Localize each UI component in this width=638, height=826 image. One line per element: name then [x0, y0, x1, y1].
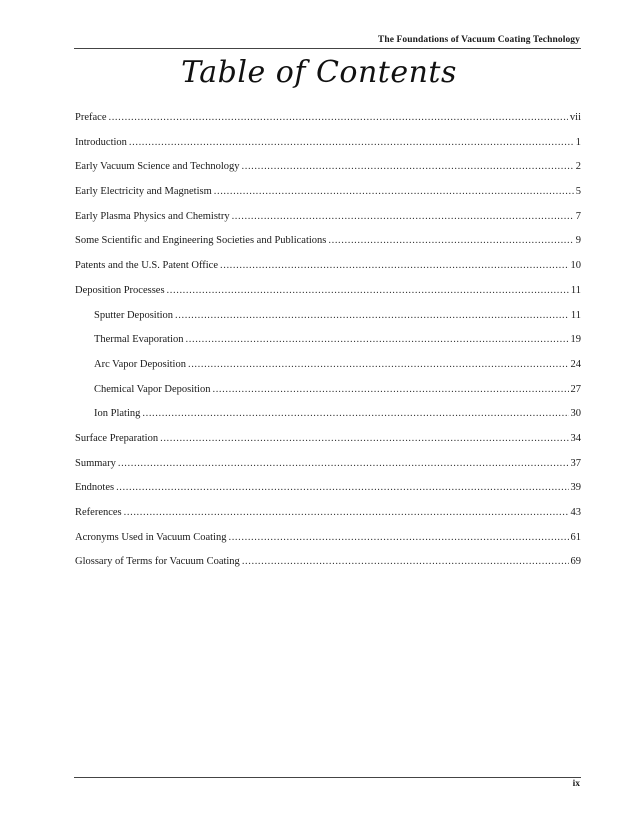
toc-entry-label: Chemical Vapor Deposition: [94, 383, 211, 395]
toc-entry[interactable]: [75, 210, 581, 235]
toc-entry-page: 61: [570, 531, 581, 543]
toc-entry-page: 30: [570, 408, 581, 420]
toc-entry-page: 7: [575, 210, 581, 222]
toc-entry[interactable]: [75, 309, 581, 334]
toc-entry-page: 1: [575, 136, 581, 148]
dot-leader: [214, 185, 574, 199]
dot-leader: [242, 555, 569, 569]
toc-entry[interactable]: [75, 506, 581, 531]
toc-entry-label: Summary: [75, 457, 116, 469]
toc-entry-page: 34: [570, 432, 581, 444]
toc-entry[interactable]: [75, 234, 581, 259]
dot-leader: [118, 457, 569, 471]
dot-leader: [220, 259, 569, 273]
toc-entry-label: Arc Vapor Deposition: [94, 358, 186, 370]
toc-entry-label: Endnotes: [75, 482, 115, 494]
toc-entry-page: 11: [570, 309, 581, 321]
dot-leader: [228, 531, 568, 545]
dot-leader: [186, 333, 569, 347]
toc-entry-page: 9: [575, 235, 581, 247]
dot-leader: [160, 432, 568, 446]
toc-entry-label: Surface Preparation: [75, 432, 159, 444]
toc-entry[interactable]: [75, 136, 581, 161]
dot-leader: [232, 210, 574, 224]
toc-entry-label: Early Vacuum Science and Technology: [75, 161, 240, 173]
toc-entry-page: 19: [570, 334, 581, 346]
toc-entry-page: 5: [575, 186, 581, 198]
toc-entry[interactable]: [75, 111, 581, 136]
toc-entry-page: 43: [570, 507, 581, 518]
toc-entry-label: Glossary of Terms for Vacuum Coating: [75, 556, 240, 568]
toc-entry-page: 24: [570, 358, 581, 370]
toc-entry-label: Acronyms Used in Vacuum Coating: [75, 531, 227, 543]
toc-entry-page: 69: [570, 556, 581, 568]
toc-entry-label: Ion Plating: [94, 408, 141, 420]
header-rule: [74, 48, 581, 49]
toc-entry-label: Early Electricity and Magnetism: [75, 186, 212, 198]
toc-entry[interactable]: [75, 457, 581, 482]
toc-entry-label: Deposition Processes: [75, 284, 165, 296]
toc-entry-label: Thermal Evaporation: [94, 334, 184, 346]
dot-leader: [167, 284, 569, 298]
toc-entry[interactable]: [75, 259, 581, 284]
toc-entry[interactable]: [75, 358, 581, 383]
dot-leader: [212, 383, 568, 397]
running-head: The Foundations of Vacuum Coating Technology: [377, 35, 580, 45]
toc-entry[interactable]: [75, 284, 581, 309]
toc-entry[interactable]: [75, 555, 581, 580]
dot-leader: [188, 358, 569, 372]
toc-entry-label: Patents and the U.S. Patent Office: [75, 260, 218, 272]
toc-entry-page: 39: [570, 482, 581, 494]
toc-entry[interactable]: [75, 383, 581, 408]
dot-leader: [124, 506, 569, 520]
toc-entry-label: Introduction: [75, 136, 127, 148]
dot-leader: [175, 309, 569, 323]
dot-leader: [328, 234, 573, 248]
footer-rule: [74, 777, 581, 778]
toc-entry-label: Preface: [75, 112, 107, 123]
toc-entry-page: 2: [575, 161, 581, 173]
toc-entry-page: 10: [570, 260, 581, 272]
page-title: Table of Contents: [181, 55, 457, 90]
toc-entry-label: Sputter Deposition: [94, 309, 174, 321]
toc-entry[interactable]: [75, 333, 581, 358]
dot-leader: [142, 407, 568, 421]
toc-entry-label: References: [75, 507, 122, 518]
toc-entry-label: Some Scientific and Engineering Societies and Publications: [75, 235, 327, 247]
table-of-contents: [75, 111, 581, 580]
toc-entry[interactable]: [75, 185, 581, 210]
dot-leader: [116, 481, 568, 495]
toc-entry-page: 11: [570, 284, 581, 296]
dot-leader: [108, 111, 567, 125]
dot-leader: [129, 136, 574, 150]
toc-entry[interactable]: [75, 531, 581, 556]
toc-entry[interactable]: [75, 160, 581, 185]
toc-entry-page: 27: [570, 383, 581, 395]
toc-entry[interactable]: [75, 407, 581, 432]
toc-entry[interactable]: [75, 481, 581, 506]
toc-entry[interactable]: [75, 432, 581, 457]
toc-entry-page: vii: [569, 112, 581, 123]
dot-leader: [242, 160, 574, 174]
page-number: ix: [572, 779, 580, 789]
toc-entry-label: Early Plasma Physics and Chemistry: [75, 210, 230, 222]
toc-entry-page: 37: [570, 457, 581, 469]
